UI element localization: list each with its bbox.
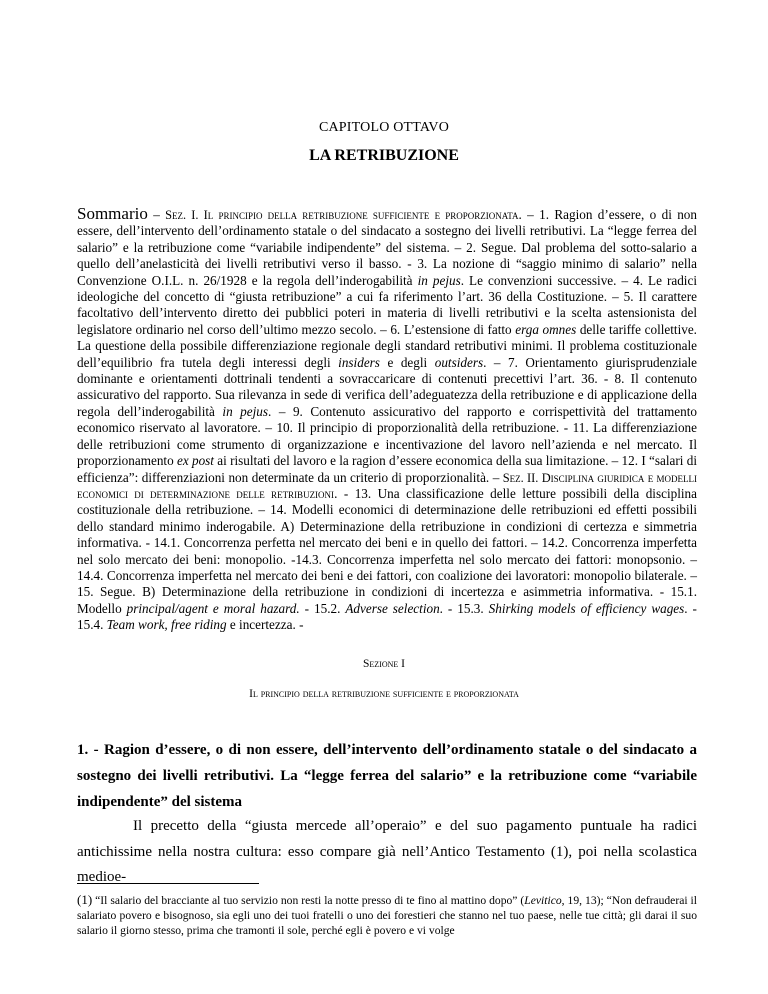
summary-italic-term: Shirking models of efficiency wages xyxy=(488,600,685,616)
summary-italic-term: in pejus xyxy=(417,272,461,288)
summary-italic-term: ex post xyxy=(176,453,214,469)
summary-text: . – 9. Contenuto assicurativo del rapporto e corrispettività del trattamento economico riservato al lavoratore. – 10. Il principio di proporzionalità della retribuzione. - 11. La differenziazione delle retribuzioni come strumento di organizzazione e incentivazione del lavoro nell’azienda e nel mercato. Il proporzionamento xyxy=(77,403,697,469)
summary-text: e incertezza. - xyxy=(226,617,304,633)
summary-lead: Sommario xyxy=(77,204,148,223)
summary-section-2-heading: Sez. II. Disciplina giuridica e modelli economici di determinazione delle retribuzioni xyxy=(77,470,697,501)
footnote-source: Levitico xyxy=(524,894,562,907)
summary-text: ai risultati del lavoro e la ragion d’essere economica della sua limitazione. – 12. I “salari di efficienza”: differenziazioni non determinate da un criterio di proporzionalità. – xyxy=(77,453,697,485)
summary-section-1-heading: Sez. I. Il principio della retribuzione sufficiente e proporzionata xyxy=(165,208,519,222)
footnote-mark: (1) xyxy=(77,892,93,907)
summary-italic-term: outsiders xyxy=(434,354,484,370)
summary-text: . - 15.4. xyxy=(77,600,697,633)
section-title: Il principio della retribuzione sufficiente e proporzionata xyxy=(249,688,519,700)
summary-text: . Le convenzioni successive. – 4. Le radici ideologiche del concetto di “giusta retribuzione” a cui fa riferimento l’art. 36 della Costituzione. – 5. Il carattere facoltativo dell’intervento diretto dei pubblici poteri in materia di livelli retributivi e la scelta astensionista del legislatore ordinario nel corso dell’ultimo mezzo secolo. – 6. L’estensione di fatto xyxy=(77,272,697,337)
footnote-text: “Il salario del bracciante al tuo servizio non resti la notte presso di te fino al mattino dopo” ( xyxy=(92,894,525,907)
summary-text: e degli xyxy=(379,354,435,370)
summary-text: . – 1. Ragion d’essere, o di non essere, dell’intervento dell’ordinamento statale o del sindacato a sostegno dei livelli retributivi. La “legge ferrea del salario” e la retribuzione come “variabile indipendente” del sistema. – 2. Segue. Dal problema del sotto-salario a quello dell’anelasticità dei livelli retributivi verso il basso. - 3. La nozione di “saggio minimo di salario” nella Convenzione O.I.L. n. 26/1928 e la regola dell’inderogabilità xyxy=(77,207,697,288)
footnote-separator xyxy=(77,883,259,884)
chapter-title: LA RETRIBUZIONE xyxy=(309,147,459,164)
body-text xyxy=(77,814,697,891)
summary-italic-term: insiders xyxy=(338,354,380,370)
chapter-label: CAPITOLO OTTAVO xyxy=(318,120,450,135)
paragraph-heading: 1. - Ragion d’essere, o di non essere, dell’intervento dell’ordinamento statale o del sindacato a sostegno dei livelli retributivi. La “legge ferrea del salario” e la retribuzione come “variabile indipendente” del sistema xyxy=(77,742,697,810)
summary-text: . - 13. Una classificazione delle letture possibili della disciplina costituzionale della retribuzione. – 14. Modelli economici di determinazione delle retribuzioni ed effetti possibili dello standard minimo inderogabile. A) Determinazione della retribuzione in condizioni di certezza e simmetria informativa. - 14.1. Concorrenza perfetta nel mercato dei beni e in quello dei fattori. – 14.2. Concorrenza imperfetta nel solo mercato dei beni: monopolio. -14.3. Concorrenza imperfetta nel solo mercato dei fattori: monopsonio. – 14.4. Concorrenza imperfetta nel mercato dei beni e dei fattori, con coalizione dei lavoratori: monopolio bilaterale. – 15. Segue. B) Determinazione della retribuzione in condizioni di incertezza e asimmetria informativa. - 15.1. Modello xyxy=(77,485,697,616)
summary-text: - 15.2. xyxy=(299,600,346,616)
footnote xyxy=(77,893,697,938)
summary-italic-term: erga omnes xyxy=(515,321,577,337)
chapter-summary xyxy=(77,206,697,634)
summary-italic-term: principal/agent e moral hazard. xyxy=(126,600,300,616)
summary-text: delle tariffe collettive. La questione della possibile differenziazione regionale degli standard retributivi minimi. Il problema costituzionale dell’equilibrio fra tutela degli interessi degli xyxy=(77,321,697,370)
body-paragraph: Il precetto della “giusta mercede all’operaio” e del suo pagamento puntuale ha radici antichissime nella nostra cultura: esso compare già nell’Antico Testamento (1), poi nella scolastica medioe- xyxy=(77,818,697,885)
summary-italic-term: Adverse selection xyxy=(345,600,440,616)
summary-text: . - 15.3. xyxy=(439,600,489,616)
footnote-text: , 19, 13); “Non defrauderai il salariato povero e bisognoso, sia egli uno dei tuoi fratelli o uno dei forestieri che stanno nel tuo paese, nelle tue città; gli darai il suo salario il giorno stesso, prima che tramonti il sole, perché egli è povero e vi volge xyxy=(77,894,697,937)
summary-text: . – 7. Orientamento giurisprudenziale dominante e orientamenti dottrinali tendenti a sovraccaricare di contenuti precettivi l’art. 36. - 8. Il contenuto assicurativo del rapporto. Sua rilevanza in sede di verifica dell’adeguatezza della retribuzione e di applicazione della regola dell’inderogabilità xyxy=(77,354,697,419)
summary-italic-term: Team work, free riding xyxy=(106,617,227,633)
summary-text: – xyxy=(147,207,166,222)
section-label: Sezione I xyxy=(363,658,405,670)
summary-italic-term: in pejus xyxy=(222,403,269,419)
